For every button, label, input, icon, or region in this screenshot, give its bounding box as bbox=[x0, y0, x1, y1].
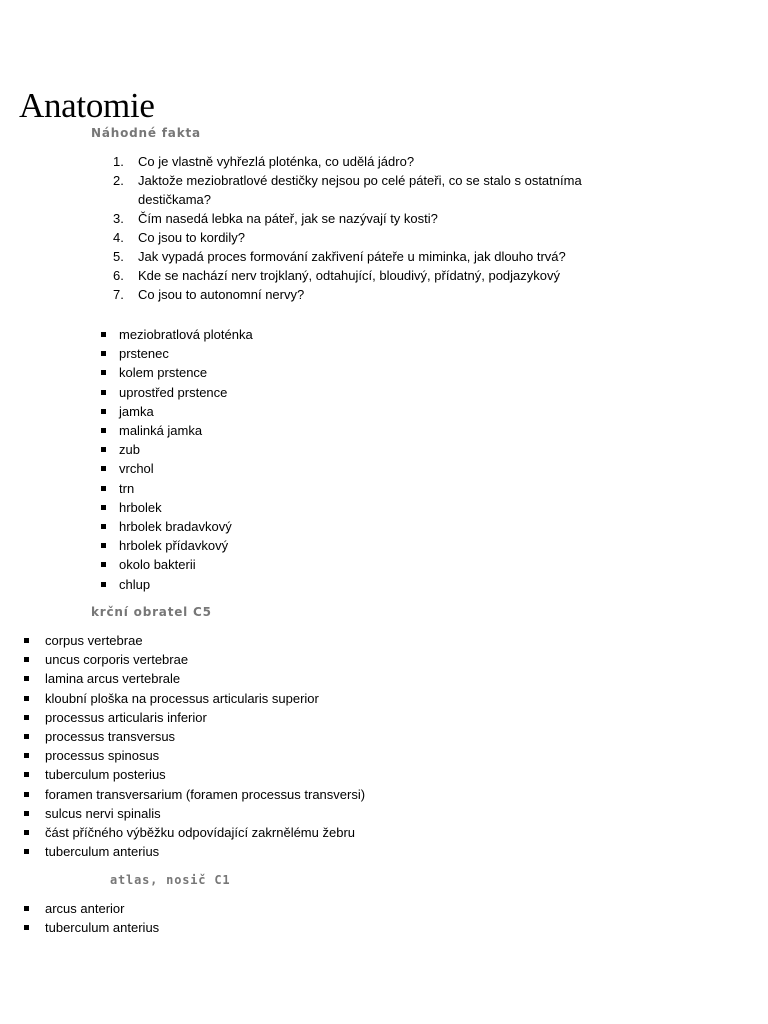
square-bullet-icon bbox=[24, 772, 29, 777]
question-item bbox=[0, 171, 608, 209]
list-item bbox=[0, 823, 365, 842]
term-text: zub bbox=[119, 442, 140, 458]
term-text: lamina arcus vertebrale bbox=[45, 671, 181, 687]
term-text: tuberculum posterius bbox=[45, 767, 166, 783]
square-bullet-icon bbox=[101, 486, 106, 491]
square-bullet-icon bbox=[24, 925, 29, 930]
term-text: malinká jamka bbox=[119, 423, 203, 439]
questions-list bbox=[0, 152, 608, 304]
square-bullet-icon bbox=[101, 582, 106, 587]
list-number: 5. bbox=[113, 249, 124, 264]
square-bullet-icon bbox=[101, 390, 106, 395]
section-heading-random-facts: Náhodné fakta bbox=[91, 126, 201, 140]
list-number: 4. bbox=[113, 230, 124, 245]
square-bullet-icon bbox=[24, 753, 29, 758]
term-text: processus transversus bbox=[45, 729, 176, 745]
question-text: Co jsou to kordily? bbox=[138, 230, 245, 245]
list-item bbox=[0, 363, 253, 382]
terms-list-general bbox=[0, 325, 253, 594]
list-item bbox=[0, 498, 253, 517]
question-text: Co je vlastně vyhřezlá ploténka, co udělá jádro? bbox=[138, 154, 415, 169]
square-bullet-icon bbox=[24, 734, 29, 739]
list-item bbox=[0, 689, 365, 708]
term-text: chlup bbox=[119, 576, 151, 592]
square-bullet-icon bbox=[24, 830, 29, 835]
list-number: 7. bbox=[113, 287, 124, 302]
term-text: prstenec bbox=[119, 346, 169, 362]
list-item bbox=[0, 804, 365, 823]
term-text: část příčného výběžku odpovídající zakrnělému žebru bbox=[45, 825, 356, 841]
term-text: foramen transversarium (foramen processus transversi) bbox=[45, 786, 366, 802]
term-text: arcus anterior bbox=[45, 901, 125, 916]
term-text: kloubní ploška na processus articularis superior bbox=[45, 690, 319, 706]
square-bullet-icon bbox=[101, 505, 106, 510]
square-bullet-icon bbox=[24, 638, 29, 643]
term-text: tuberculum anterius bbox=[45, 844, 160, 860]
square-bullet-icon bbox=[24, 849, 29, 854]
square-bullet-icon bbox=[24, 657, 29, 662]
question-item bbox=[0, 285, 608, 304]
term-text: tuberculum anterius bbox=[45, 920, 160, 936]
term-text: processus articularis inferior bbox=[45, 709, 207, 725]
square-bullet-icon bbox=[101, 466, 106, 471]
question-item bbox=[0, 209, 608, 228]
term-text: jamka bbox=[119, 403, 154, 419]
term-text: trn bbox=[119, 480, 135, 496]
list-item bbox=[0, 555, 253, 574]
term-text: corpus vertebrae bbox=[45, 633, 143, 648]
list-item bbox=[0, 344, 253, 363]
square-bullet-icon bbox=[24, 676, 29, 681]
square-bullet-icon bbox=[24, 696, 29, 701]
list-item bbox=[0, 631, 365, 650]
square-bullet-icon bbox=[101, 332, 106, 337]
section-heading-c5: krční obratel C5 bbox=[91, 605, 212, 619]
list-number: 2. bbox=[113, 173, 124, 188]
term-text: meziobratlová ploténka bbox=[119, 327, 253, 342]
question-text: Co jsou to autonomní nervy? bbox=[138, 287, 305, 302]
list-item bbox=[0, 383, 253, 402]
list-item bbox=[0, 479, 253, 498]
list-number: 3. bbox=[113, 211, 124, 226]
term-text: uprostřed prstence bbox=[119, 384, 228, 400]
list-item bbox=[0, 421, 253, 440]
list-item bbox=[0, 785, 365, 804]
question-text: Jaktože meziobratlové destičky nejsou po celé páteři, co se stalo s ostatníma destičkama? bbox=[138, 173, 582, 207]
square-bullet-icon bbox=[101, 428, 106, 433]
square-bullet-icon bbox=[24, 715, 29, 720]
question-text: Jak vypadá proces formování zakřivení páteře u miminka, jak dlouho trvá? bbox=[138, 249, 566, 264]
square-bullet-icon bbox=[101, 370, 106, 375]
list-item bbox=[0, 727, 365, 746]
list-item bbox=[0, 765, 365, 784]
square-bullet-icon bbox=[24, 811, 29, 816]
list-item bbox=[0, 402, 253, 421]
list-item bbox=[0, 440, 253, 459]
question-item bbox=[0, 266, 608, 285]
term-text: uncus corporis vertebrae bbox=[45, 652, 189, 668]
list-item bbox=[0, 842, 365, 861]
term-text: okolo bakterii bbox=[119, 557, 196, 573]
square-bullet-icon bbox=[101, 524, 106, 529]
list-item bbox=[0, 325, 253, 344]
list-item bbox=[0, 899, 159, 918]
question-text: Čím nasedá lebka na páteř, jak se nazývají ty kosti? bbox=[138, 211, 438, 226]
term-text: vrchol bbox=[119, 461, 154, 477]
list-number: 6. bbox=[113, 268, 124, 283]
list-item bbox=[0, 459, 253, 478]
square-bullet-icon bbox=[101, 562, 106, 567]
terms-list-atlas bbox=[0, 899, 159, 937]
list-item bbox=[0, 650, 365, 669]
terms-list-c5 bbox=[0, 631, 365, 861]
square-bullet-icon bbox=[101, 351, 106, 356]
list-item bbox=[0, 708, 365, 727]
question-text: Kde se nachází nerv trojklaný, odtahující, bloudivý, přídatný, podjazykový bbox=[138, 268, 561, 283]
term-text: hrbolek přídavkový bbox=[119, 538, 229, 554]
square-bullet-icon bbox=[101, 409, 106, 414]
square-bullet-icon bbox=[24, 792, 29, 797]
term-text: hrbolek bradavkový bbox=[119, 519, 232, 535]
page-title: Anatomie bbox=[19, 86, 155, 125]
list-item bbox=[0, 746, 365, 765]
list-item bbox=[0, 669, 365, 688]
term-text: kolem prstence bbox=[119, 365, 208, 381]
square-bullet-icon bbox=[24, 906, 29, 911]
list-item bbox=[0, 517, 253, 536]
question-item bbox=[0, 152, 608, 171]
list-number: 1. bbox=[113, 154, 124, 169]
square-bullet-icon bbox=[101, 543, 106, 548]
question-item bbox=[0, 247, 608, 266]
question-item bbox=[0, 228, 608, 247]
term-text: sulcus nervi spinalis bbox=[45, 805, 161, 821]
list-item bbox=[0, 536, 253, 555]
term-text: hrbolek bbox=[119, 499, 162, 515]
list-item bbox=[0, 575, 253, 594]
square-bullet-icon bbox=[101, 447, 106, 452]
term-text: processus spinosus bbox=[45, 748, 160, 764]
list-item bbox=[0, 918, 159, 937]
section-heading-atlas-c1: atlas, nosič C1 bbox=[110, 873, 231, 887]
